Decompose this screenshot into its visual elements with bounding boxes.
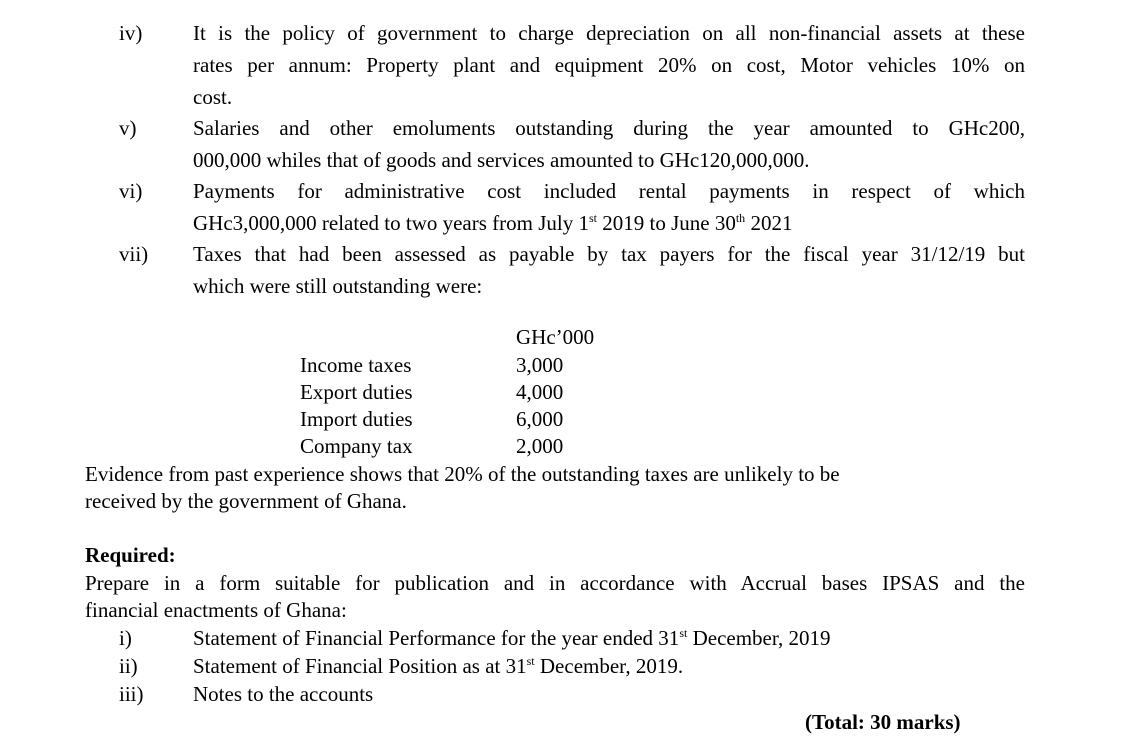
item-vi-line-2: GHc3,000,000 related to two years from July 1st 2019 to June 30th 2021 (193, 211, 793, 235)
total-marks: (Total: 30 marks) (805, 710, 961, 734)
item-v-line-2: 000,000 whiles that of goods and services amounted to GHc120,000,000. (193, 148, 810, 172)
required-line-1-text: Prepare in a form suitable for publication and in accordance with Accrual bases IPSAS and the (85, 571, 1025, 595)
item-v-line-1: Salaries and other emoluments outstanding during the year amounted to GHc200, (193, 116, 1025, 140)
evidence-line-2: received by the government of Ghana. (85, 489, 407, 513)
item-v-text (193, 112, 1025, 176)
required-sub-ii-text: Statement of Financial Position as at 31st December, 2019. (193, 654, 684, 678)
item-vii-line-2: which were still outstanding were: (193, 274, 483, 298)
tax-table-value-import: 6,000 (516, 407, 564, 431)
tax-table-label-import: Import duties (300, 407, 413, 431)
required-sub-iii-text: Notes to the accounts (193, 682, 374, 706)
tax-table-label-income: Income taxes (300, 353, 412, 377)
tax-table-value-income: 3,000 (516, 353, 564, 377)
required-sub-number-i: i) (119, 626, 132, 650)
tax-table-value-company: 2,000 (516, 434, 564, 458)
required-line-1 (85, 570, 1025, 597)
item-iv-line-2: rates per annum: Property plant and equipment 20% on cost, Motor vehicles 10% on (193, 53, 1025, 77)
tax-table-currency-header: GHc’000 (516, 325, 595, 349)
tax-table-value-export: 4,000 (516, 380, 564, 404)
required-sub-i-text: Statement of Financial Performance for the year ended 31st December, 2019 (193, 626, 831, 650)
item-vi-line-1: Payments for administrative cost included rental payments in respect of which (193, 179, 1025, 203)
evidence-line-1: Evidence from past experience shows that 20% of the outstanding taxes are unlikely to be (85, 462, 840, 486)
tax-table-label-company: Company tax (300, 434, 413, 458)
item-vii-line-1: Taxes that had been assessed as payable by tax payers for the fiscal year 31/12/19 but (193, 242, 1025, 266)
item-iv-line-1: It is the policy of government to charge depreciation on all non-financial assets at these (193, 21, 1025, 45)
required-line-2: financial enactments of Ghana: (85, 598, 347, 622)
item-vii-text (193, 238, 1025, 302)
item-vi-text (193, 175, 1025, 239)
required-sub-number-iii: iii) (119, 682, 144, 706)
item-number-vii: vii) (119, 242, 149, 266)
required-sub-number-ii: ii) (119, 654, 138, 678)
item-number-vi: vi) (119, 179, 143, 203)
item-number-iv: iv) (119, 21, 143, 45)
tax-table-label-export: Export duties (300, 380, 413, 404)
item-iv-line-3: cost. (193, 85, 233, 109)
item-number-v: v) (119, 116, 137, 140)
required-heading: Required: (85, 543, 176, 567)
item-iv-text (193, 17, 1025, 113)
